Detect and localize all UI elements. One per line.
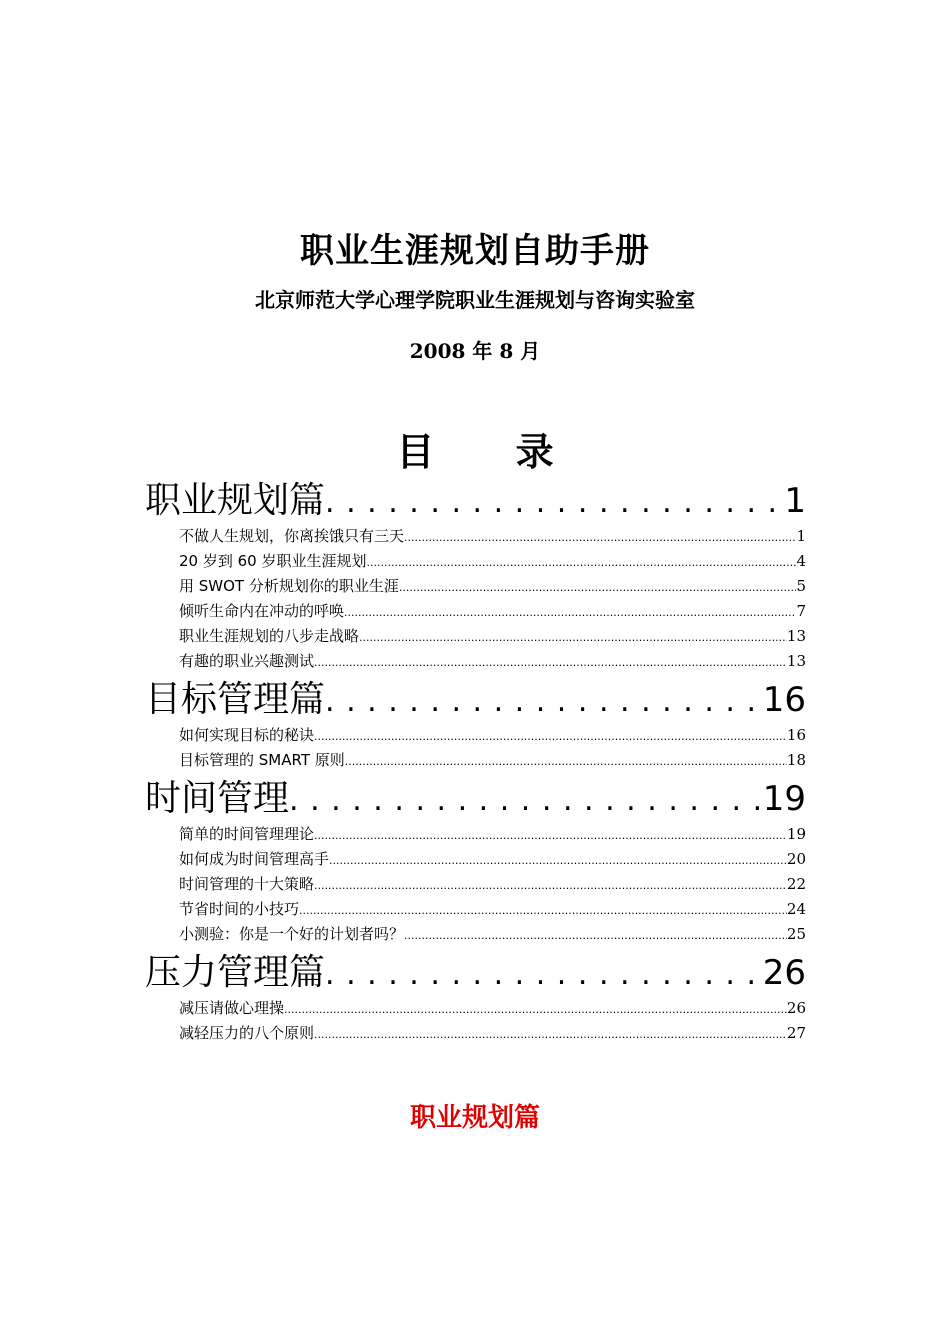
toc-item-page: 25 [786, 925, 806, 943]
toc-item[interactable] [145, 599, 806, 624]
toc-item-page: 24 [786, 900, 806, 918]
toc-section-label: 职业规划篇 [145, 480, 326, 521]
toc-item-label: 倾听生命内在冲动的呼唤 [179, 602, 345, 620]
toc-leader-dots [359, 624, 787, 649]
toc-item-label: 小测验：你是一个好的计划者吗？ [179, 925, 405, 943]
toc-item-page: 20 [786, 850, 806, 868]
toc-item-label: 如何成为时间管理高手 [179, 850, 330, 868]
toc-heading: 目 录 [396, 430, 588, 474]
toc-item-label: 不做人生规划，你离挨饿只有三天 [179, 527, 405, 545]
toc-item[interactable] [145, 922, 806, 947]
toc-leader-dots [325, 478, 780, 524]
toc-leader-dots [325, 677, 759, 723]
toc-item-label: 减轻压力的八个原则 [179, 1024, 315, 1042]
toc-item-page: 19 [786, 825, 806, 843]
toc-leader-dots [299, 897, 787, 922]
toc-section-page: 19 [762, 779, 806, 819]
toc-item-label: 职业生涯规划的八步走战略 [179, 627, 360, 645]
toc-leader-dots [325, 950, 759, 996]
toc-leader-dots [329, 847, 787, 872]
toc-item[interactable] [145, 574, 806, 599]
toc-leader-dots [344, 599, 796, 624]
toc-item-page: 16 [786, 726, 806, 744]
toc-item[interactable] [145, 847, 806, 872]
toc-item-page: 5 [796, 577, 806, 595]
toc-item[interactable] [145, 996, 806, 1021]
toc-leader-dots [314, 872, 787, 897]
toc-item[interactable] [145, 649, 806, 674]
toc-section-goal-management[interactable] [145, 677, 806, 723]
toc-item-label: 简单的时间管理理论 [179, 825, 315, 843]
toc-section-career-planning[interactable] [145, 478, 806, 524]
toc-section-stress-management[interactable] [145, 950, 806, 996]
toc-item[interactable] [145, 549, 806, 574]
toc-section-label: 压力管理篇 [145, 952, 326, 993]
toc-leader-dots [314, 1021, 787, 1046]
toc-leader-dots [289, 776, 759, 822]
toc-item[interactable] [145, 872, 806, 897]
toc-item-page: 26 [786, 999, 806, 1017]
toc-leader-dots [404, 922, 787, 947]
toc-section-label: 目标管理篇 [145, 679, 326, 720]
toc-item-page: 7 [796, 602, 806, 620]
toc-item[interactable] [145, 822, 806, 847]
toc-item[interactable] [145, 524, 806, 549]
toc-section-time-management[interactable] [145, 776, 806, 822]
toc-item[interactable] [145, 897, 806, 922]
toc-item-label: 减压请做心理操 [179, 999, 285, 1017]
toc-item-page: 18 [786, 751, 806, 769]
toc-leader-dots [314, 723, 787, 748]
toc-section-label: 时间管理 [145, 778, 290, 819]
toc-leader-dots [399, 574, 797, 599]
toc-item-page: 1 [796, 527, 806, 545]
toc-item-page: 4 [796, 552, 806, 570]
toc-item[interactable] [145, 1021, 806, 1046]
toc-leader-dots [284, 996, 787, 1021]
toc-item-label: 时间管理的十大策略 [179, 875, 315, 893]
toc-item-label: 20 岁到 60 岁职业生涯规划 [179, 552, 367, 570]
toc-item-page: 27 [786, 1024, 806, 1042]
toc-leader-dots [345, 748, 787, 773]
toc-item[interactable] [145, 723, 806, 748]
toc-leader-dots [314, 649, 787, 674]
toc-item[interactable] [145, 748, 806, 773]
toc-item-label: 如何实现目标的秘诀 [179, 726, 315, 744]
table-of-contents [145, 478, 806, 1046]
toc-section-page: 16 [762, 680, 806, 720]
document-date: 2008 年 8 月 [409, 339, 541, 363]
toc-item-page: 22 [786, 875, 806, 893]
toc-leader-dots [314, 822, 787, 847]
toc-item-label: 节省时间的小技巧 [179, 900, 300, 918]
document-subtitle: 北京师范大学心理学院职业生涯规划与咨询实验室 [255, 288, 695, 312]
section-title: 职业规划篇 [409, 1103, 540, 1133]
toc-item-label: 目标管理的 SMART 原则 [179, 751, 345, 769]
document-title: 职业生涯规划自助手册 [300, 231, 650, 271]
toc-leader-dots [366, 549, 796, 574]
toc-item-page: 13 [786, 627, 806, 645]
toc-section-page: 26 [762, 953, 806, 993]
toc-item-label: 有趣的职业兴趣测试 [179, 652, 315, 670]
toc-leader-dots [404, 524, 796, 549]
toc-item-page: 13 [786, 652, 806, 670]
toc-item-label: 用 SWOT 分析规划你的职业生涯 [179, 577, 399, 595]
toc-section-page: 1 [784, 481, 806, 521]
toc-item[interactable] [145, 624, 806, 649]
